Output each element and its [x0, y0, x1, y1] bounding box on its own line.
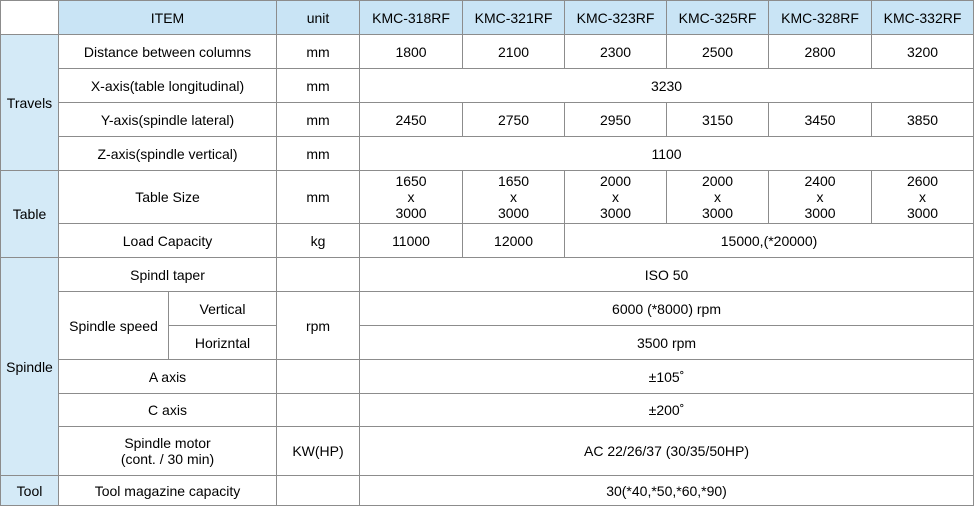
unit-cell-empty [277, 476, 360, 506]
unit-cell-empty [277, 360, 360, 394]
row-a-axis [1, 360, 974, 394]
value-cell: 2950 [565, 103, 667, 137]
unit-cell: KW(HP) [277, 427, 360, 476]
value-cell: 2000 x 3000 [667, 171, 769, 224]
category-spindle: Spindle [1, 258, 59, 476]
value-cell: 3450 [769, 103, 872, 137]
label-table-size: Table Size [59, 171, 277, 224]
unit-cell: kg [277, 224, 360, 258]
value-cell: 3850 [872, 103, 974, 137]
label-tool-magazine: Tool magazine capacity [59, 476, 277, 506]
value-cell: 2300 [565, 35, 667, 69]
row-spindle-motor [1, 427, 974, 476]
value-cell: 2000 x 3000 [565, 171, 667, 224]
header-corner [1, 1, 59, 35]
value-cell: 2600 x 3000 [872, 171, 974, 224]
value-cell-merged: 3500 rpm [360, 326, 974, 360]
label-horizontal: Horizntal [169, 326, 277, 360]
header-row [1, 1, 974, 35]
value-cell-merged: 3230 [360, 69, 974, 103]
header-model: KMC-332RF [872, 1, 974, 35]
unit-cell: mm [277, 103, 360, 137]
unit-cell: mm [277, 137, 360, 171]
label-load-capacity: Load Capacity [59, 224, 277, 258]
value-cell: 11000 [360, 224, 463, 258]
value-cell-merged: 30(*40,*50,*60,*90) [360, 476, 974, 506]
unit-cell-empty [277, 258, 360, 292]
row-spindle-speed-vertical [1, 292, 974, 326]
row-tool-magazine [1, 476, 974, 506]
row-spindle-taper [1, 258, 974, 292]
value-cell: 3150 [667, 103, 769, 137]
value-cell: 1650 x 3000 [463, 171, 565, 224]
label-x-axis: X-axis(table longitudinal) [59, 69, 277, 103]
value-cell: 3200 [872, 35, 974, 69]
row-load-capacity [1, 224, 974, 258]
value-cell: 12000 [463, 224, 565, 258]
value-cell-merged: ISO 50 [360, 258, 974, 292]
row-table-size [1, 171, 974, 224]
value-cell-merged: AC 22/26/37 (30/35/50HP) [360, 427, 974, 476]
header-model: KMC-325RF [667, 1, 769, 35]
header-model: KMC-321RF [463, 1, 565, 35]
value-cell-merged: 6000 (*8000) rpm [360, 292, 974, 326]
label-y-axis: Y-axis(spindle lateral) [59, 103, 277, 137]
value-cell-merged: 1100 [360, 137, 974, 171]
value-cell: 2750 [463, 103, 565, 137]
label-a-axis: A axis [59, 360, 277, 394]
header-item: ITEM [59, 1, 277, 35]
unit-cell-empty [277, 394, 360, 427]
unit-cell: mm [277, 171, 360, 224]
value-cell: 1650 x 3000 [360, 171, 463, 224]
row-z-axis [1, 137, 974, 171]
unit-cell: mm [277, 69, 360, 103]
row-y-axis [1, 103, 974, 137]
row-distance [1, 35, 974, 69]
label-vertical: Vertical [169, 292, 277, 326]
category-tool: Tool [1, 476, 59, 506]
unit-cell: rpm [277, 292, 360, 360]
value-cell-merged: ±200˚ [360, 394, 974, 427]
unit-cell: mm [277, 35, 360, 69]
header-model: KMC-328RF [769, 1, 872, 35]
value-cell: 2450 [360, 103, 463, 137]
label-z-axis: Z-axis(spindle vertical) [59, 137, 277, 171]
value-cell: 2400 x 3000 [769, 171, 872, 224]
value-cell-merged: 15000,(*20000) [565, 224, 974, 258]
row-x-axis [1, 69, 974, 103]
label-c-axis: C axis [59, 394, 277, 427]
value-cell: 1800 [360, 35, 463, 69]
header-unit: unit [277, 1, 360, 35]
label-spindle-taper: Spindl taper [59, 258, 277, 292]
header-model: KMC-323RF [565, 1, 667, 35]
category-table: Table [1, 171, 59, 258]
row-c-axis [1, 394, 974, 427]
label-distance: Distance between columns [59, 35, 277, 69]
category-travels: Travels [1, 35, 59, 171]
label-spindle-motor: Spindle motor (cont. / 30 min) [59, 427, 277, 476]
value-cell-merged: ±105˚ [360, 360, 974, 394]
value-cell: 2500 [667, 35, 769, 69]
header-model: KMC-318RF [360, 1, 463, 35]
value-cell: 2100 [463, 35, 565, 69]
label-spindle-speed: Spindle speed [59, 292, 169, 360]
value-cell: 2800 [769, 35, 872, 69]
